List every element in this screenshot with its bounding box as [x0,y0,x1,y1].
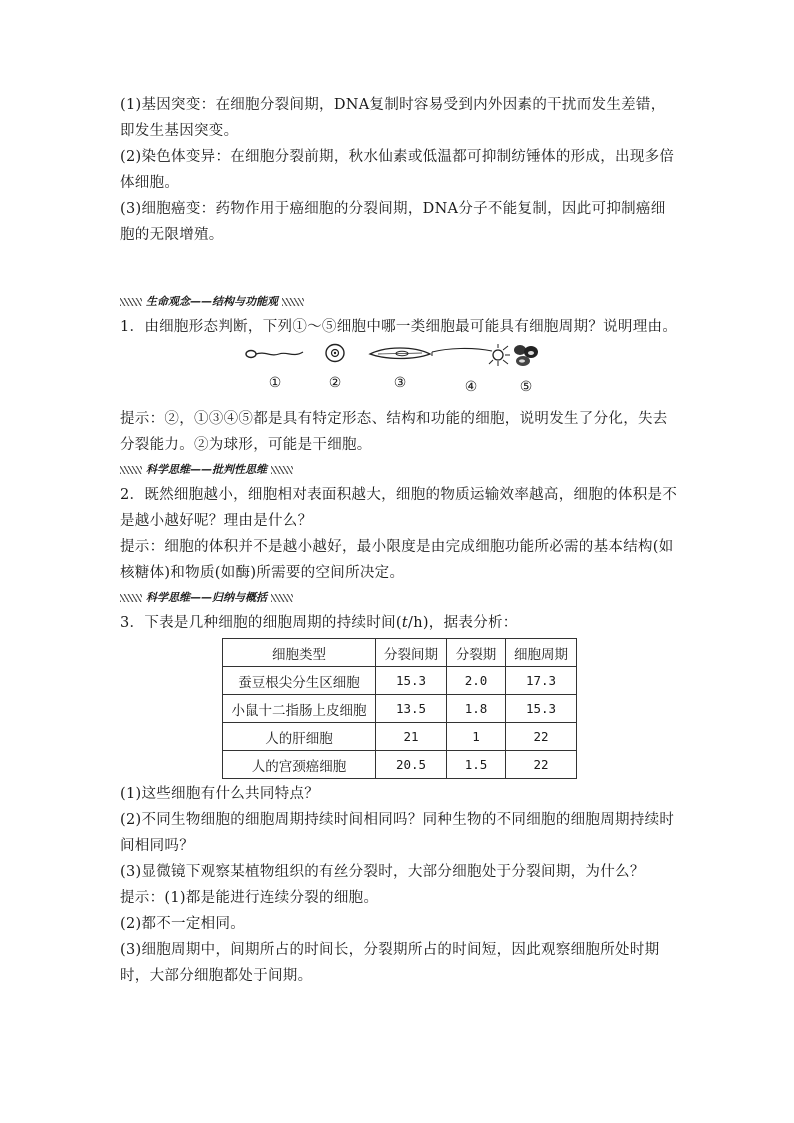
section-header-1 [120,292,680,312]
figure-label: ④ [464,379,478,395]
figure-label: ⑤ [519,379,533,395]
table-cell: 20.5 [376,751,447,779]
figure-label: ② [328,375,342,391]
hatch-decoration [120,298,142,306]
hatch-decoration [120,594,142,602]
round-cell-icon [323,342,347,364]
question-3 [120,610,680,636]
table-cell: 15.3 [506,695,577,723]
question-2: 2．既然细胞越小，细胞相对表面积越大，细胞的物质运输效率越高，细胞的体积是不是越小越好呢？理由是什么？ [120,487,678,529]
intro-gene-mutation: (1)基因突变：在细胞分裂间期，DNA复制时容易受到内外因素的干扰而发生差错，即发生基因突变。 [120,97,666,139]
figure-label: ③ [393,375,407,391]
subquestion-1: (1)这些细胞有什么共同特点？ [120,786,320,802]
cell-figure-4 [430,342,512,396]
sperm-cell-icon [243,342,307,364]
table-cell: 人的肝细胞 [223,723,376,751]
table-row [223,695,577,723]
table-row [223,723,577,751]
cell-figure-3 [364,342,436,392]
table-row [223,751,577,779]
subquestion-2: (2)不同生物细胞的细胞周期持续时间相同吗？同种生物的不同细胞的细胞周期持续时间相同吗？ [120,812,675,854]
table-cell: 22 [506,723,577,751]
cell-cycle-table [222,638,577,779]
hatch-decoration [120,466,142,474]
section-label: 生命观念——结构与功能观 [146,295,278,308]
table-cell: 15.3 [376,667,447,695]
table-cell: 1.5 [447,751,506,779]
intro-cell-cancer: (3)细胞癌变：药物作用于癌细胞的分裂间期，DNA分子不能复制，因此可抑制癌细胞的无限增殖。 [120,201,666,243]
page-content [120,92,680,989]
section-header-2 [120,460,680,480]
table-cell: 小鼠十二指肠上皮细胞 [223,695,376,723]
neuron-cell-icon [430,342,512,368]
table-cell: 1 [447,723,506,751]
table-cell: 13.5 [376,695,447,723]
question-3-variable: t [401,615,409,631]
hatch-decoration [282,298,304,306]
table-row [223,667,577,695]
hatch-decoration [271,594,293,602]
table-cell: 17.3 [506,667,577,695]
table-cell: 人的宫颈癌细胞 [223,751,376,779]
question-3-text-end: /h)，据表分析： [408,615,518,631]
spindle-cell-icon [368,342,432,364]
table-cell: 1.8 [447,695,506,723]
hint-2: 提示：细胞的体积并不是越小越好，最小限度是由完成细胞功能所必需的基本结构(如核糖体)和物质(如酶)所需要的空间所决定。 [120,539,674,581]
table-header-cell: 分裂间期 [376,639,447,667]
answer-2: (2)都不一定相同。 [120,916,246,932]
intro-chromosome-variation: (2)染色体变异：在细胞分裂前期，秋水仙素或低温都可抑制纺锤体的形成，出现多倍体细胞。 [120,149,675,191]
question-1: 1．由细胞形态判断，下列①～⑤细胞中哪一类细胞最可能具有细胞周期？说明理由。 [120,319,678,335]
answer-3: (3)细胞周期中，间期所占的时间长，分裂期所占的时间短，因此观察细胞所处时期时，大部分细胞都处于间期。 [120,942,660,984]
figure-label: ① [268,375,282,391]
table-header-cell: 分裂期 [447,639,506,667]
table-header-row [223,639,577,667]
section-header-3 [120,588,680,608]
cell-figure-1 [242,342,308,392]
cell-figures [120,342,680,402]
cell-figure-2 [318,342,352,392]
cell-figure-5 [506,342,546,396]
table-cell: 蚕豆根尖分生区细胞 [223,667,376,695]
answer-1: 提示：(1)都是能进行连续分裂的细胞。 [120,890,379,906]
table-header-cell: 细胞周期 [506,639,577,667]
section-label: 科学思维——批判性思维 [146,463,267,476]
question-3-text: 3．下表是几种细胞的细胞周期的持续时间( [120,615,402,631]
table-header-cell: 细胞类型 [223,639,376,667]
blood-cell-cluster-icon [511,342,541,368]
subquestion-3: (3)显微镜下观察某植物组织的有丝分裂时，大部分细胞处于分裂间期，为什么？ [120,864,645,880]
hint-1: 提示：②，①③④⑤都是具有特定形态、结构和功能的细胞，说明发生了分化，失去分裂能力。②为球形，可能是干细胞。 [120,411,668,453]
table-cell: 2.0 [447,667,506,695]
section-label: 科学思维——归纳与概括 [146,591,267,604]
table-cell: 22 [506,751,577,779]
table-cell: 21 [376,723,447,751]
hatch-decoration [271,466,293,474]
